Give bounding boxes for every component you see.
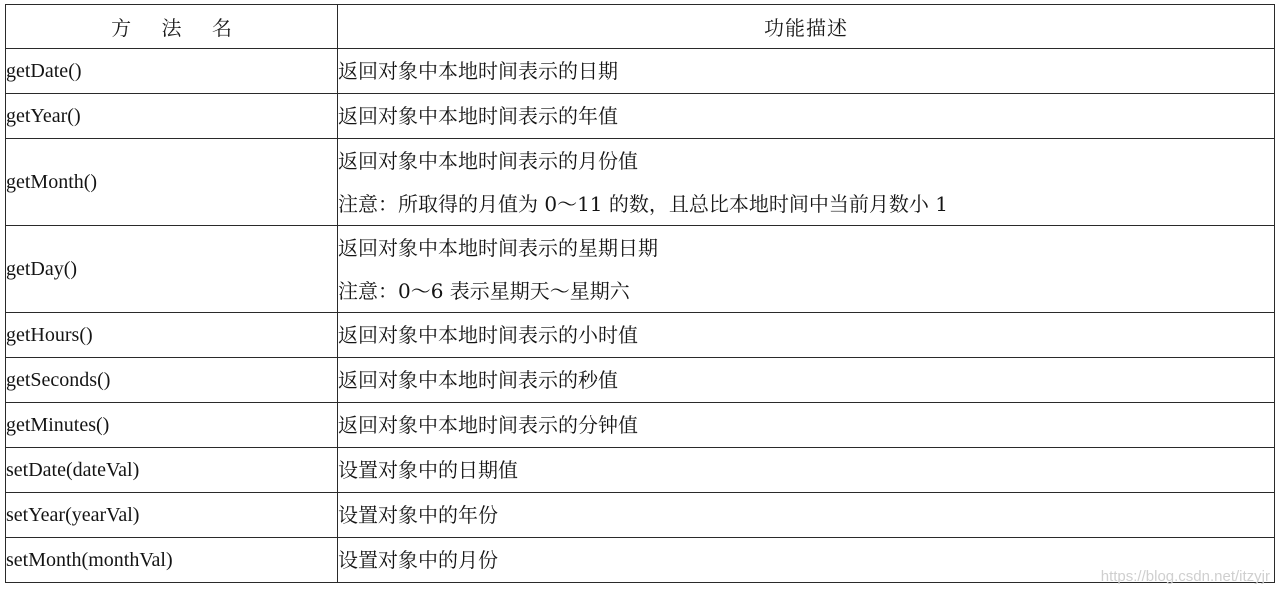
- table-row: [6, 94, 1275, 139]
- description-text: 设置对象中的月份: [338, 548, 498, 572]
- method-name-cell: getDay(): [6, 226, 338, 313]
- table-row: [6, 358, 1275, 403]
- table-row: [6, 538, 1275, 583]
- description-text: 设置对象中的年份: [338, 503, 498, 527]
- description-cell: [338, 226, 1275, 313]
- method-name-cell: setYear(yearVal): [6, 493, 338, 538]
- watermark: https://blog.csdn.net/itzyjr: [1100, 568, 1270, 585]
- description-text: 返回对象中本地时间表示的分钟值: [338, 413, 638, 437]
- table-row: [6, 313, 1275, 358]
- table-row: [6, 403, 1275, 448]
- table-row: [6, 493, 1275, 538]
- description-cell: [338, 139, 1275, 226]
- methods-table: [5, 4, 1275, 583]
- method-name-cell: getMinutes(): [6, 403, 338, 448]
- method-name-cell: setDate(dateVal): [6, 448, 338, 493]
- description-text: 返回对象中本地时间表示的星期日期: [338, 235, 658, 260]
- header-method-name: 方 法 名: [6, 5, 338, 49]
- method-name-cell: getDate(): [6, 49, 338, 94]
- description-text: 设置对象中的日期值: [338, 458, 518, 482]
- method-name-cell: getMonth(): [6, 139, 338, 226]
- description-text: 返回对象中本地时间表示的月份值: [338, 148, 638, 173]
- description-text: 返回对象中本地时间表示的小时值: [338, 323, 638, 347]
- table-header-row: [6, 5, 1275, 49]
- description-cell: [338, 313, 1275, 358]
- description-text: 返回对象中本地时间表示的日期: [338, 59, 618, 83]
- table-row: [6, 448, 1275, 493]
- method-name-cell: setMonth(monthVal): [6, 538, 338, 583]
- description-cell: [338, 493, 1275, 538]
- description-cell: [338, 49, 1275, 94]
- table-row: [6, 49, 1275, 94]
- description-cell: [338, 403, 1275, 448]
- description-cell: [338, 448, 1275, 493]
- table-row: [6, 139, 1275, 226]
- description-text: 返回对象中本地时间表示的秒值: [338, 368, 618, 392]
- header-description: 功能描述: [338, 5, 1275, 49]
- description-note: 注意：所取得的月值为 0～11 的数，且总比本地时间中当前月数小 1: [338, 191, 948, 216]
- method-name-cell: getHours(): [6, 313, 338, 358]
- description-cell: [338, 94, 1275, 139]
- method-name-cell: getYear(): [6, 94, 338, 139]
- description-note: 注意：0～6 表示星期天～星期六: [338, 278, 630, 303]
- description-text: 返回对象中本地时间表示的年值: [338, 104, 618, 128]
- table-row: [6, 226, 1275, 313]
- method-name-cell: getSeconds(): [6, 358, 338, 403]
- description-cell: [338, 358, 1275, 403]
